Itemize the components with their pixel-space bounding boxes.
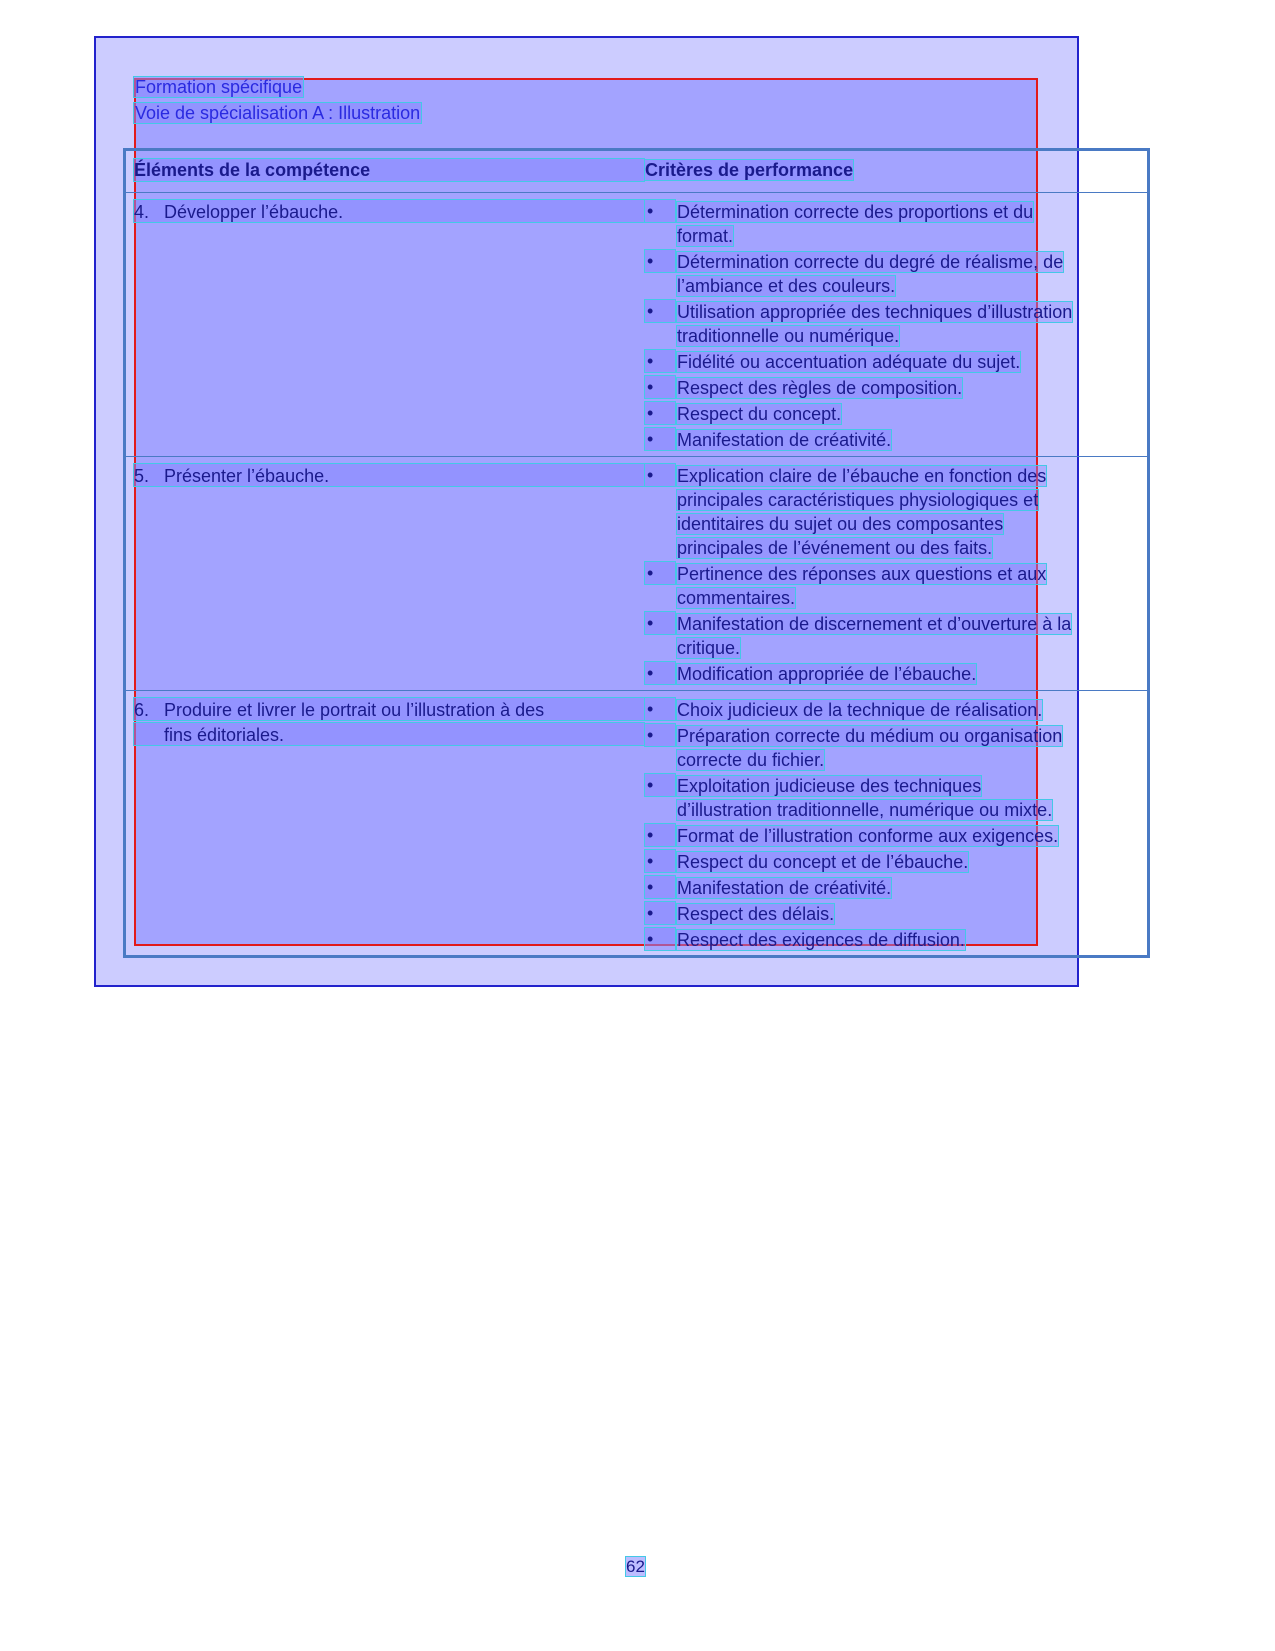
section-subheading (134, 101, 421, 125)
criterion-text-line: Manifestation de créativité. (677, 430, 892, 450)
criterion-item (645, 662, 1145, 686)
bullet-icon (645, 350, 675, 372)
element-text-line (134, 464, 644, 486)
criterion-text-line: l’ambiance et des couleurs. (677, 276, 896, 296)
element-number: 4. (134, 202, 150, 222)
criterion-item (645, 428, 1145, 452)
criterion-item (645, 774, 1145, 822)
competency-element (134, 200, 644, 225)
bullet-icon (645, 824, 675, 846)
criterion-text-line: Respect du concept. (677, 404, 842, 424)
criterion-item (645, 402, 1145, 426)
criterion-item (645, 824, 1145, 848)
element-number: 6. (134, 700, 150, 720)
criterion-item (645, 850, 1145, 874)
criterion-text-line: Respect des exigences de diffusion. (677, 930, 965, 950)
criterion-text-line: format. (677, 226, 734, 246)
criterion-text-line: Préparation correcte du médium ou organisation (677, 726, 1063, 746)
element-text-line (134, 200, 644, 222)
criterion-item (645, 928, 1145, 952)
element-number: 5. (134, 466, 150, 486)
element-label: fins éditoriales. (164, 725, 285, 745)
bullet-icon (645, 698, 675, 720)
bullet-icon (645, 200, 675, 222)
criterion-item (645, 250, 1145, 298)
criterion-text-line: Explication claire de l’ébauche en fonction des (677, 466, 1047, 486)
competency-element (134, 464, 644, 489)
criterion-item (645, 200, 1145, 248)
criterion-text-line: Utilisation appropriée des techniques d’illustration (677, 302, 1073, 322)
bullet-icon (645, 376, 675, 398)
bullet-icon (645, 902, 675, 924)
column-header-elements: Éléments de la compétence (134, 159, 644, 181)
criterion-text-line: Respect des délais. (677, 904, 835, 924)
table-header-divider (123, 192, 1150, 193)
criterion-text-line: Respect du concept et de l’ébauche. (677, 852, 969, 872)
element-label: Produire et livrer le portrait ou l’illustration à des (164, 700, 545, 720)
criterion-text-line: principales de l’événement ou des faits. (677, 538, 993, 558)
bullet-icon (645, 612, 675, 634)
criterion-item (645, 350, 1145, 374)
criterion-item (645, 300, 1145, 348)
bullet-icon (645, 562, 675, 584)
element-label: Présenter l’ébauche. (164, 466, 330, 486)
page-number (626, 1556, 645, 1578)
criterion-text-line: principales caractéristiques physiologiques et (677, 490, 1039, 510)
bullet-icon (645, 662, 675, 684)
criterion-text-line: traditionnelle ou numérique. (677, 326, 900, 346)
criterion-text-line: commentaires. (677, 588, 796, 608)
bullet-icon (645, 428, 675, 450)
column-header-criteria (645, 159, 853, 181)
bullet-icon (645, 250, 675, 272)
bullet-icon (645, 774, 675, 796)
criterion-text-line: Pertinence des réponses aux questions et aux (677, 564, 1047, 584)
performance-criteria-list (645, 698, 1145, 954)
performance-criteria-list (645, 200, 1145, 454)
criterion-item (645, 562, 1145, 610)
element-text-line (134, 723, 644, 745)
criterion-item (645, 698, 1145, 722)
criterion-text-line: Manifestation de créativité. (677, 878, 892, 898)
criterion-text-line: Modification appropriée de l’ébauche. (677, 664, 977, 684)
criterion-text-line: identitaires du sujet ou des composantes (677, 514, 1004, 534)
criterion-text-line: critique. (677, 638, 741, 658)
criterion-item (645, 612, 1145, 660)
bullet-icon (645, 300, 675, 322)
performance-criteria-list (645, 464, 1145, 688)
element-label: Développer l’ébauche. (164, 202, 344, 222)
criterion-item (645, 902, 1145, 926)
criterion-item (645, 464, 1145, 560)
criterion-text-line: Format de l’illustration conforme aux exigences. (677, 826, 1059, 846)
bullet-icon (645, 464, 675, 486)
competency-element (134, 698, 644, 748)
row-divider-1 (123, 456, 1150, 457)
criterion-item (645, 876, 1145, 900)
criterion-text-line: Détermination correcte du degré de réalisme, de (677, 252, 1064, 272)
bullet-icon (645, 876, 675, 898)
criterion-text-line: Fidélité ou accentuation adéquate du sujet. (677, 352, 1021, 372)
specialization-title: Voie de spécialisation A : Illustration (135, 103, 421, 123)
page-number-label: 62 (626, 1557, 645, 1576)
criterion-item (645, 376, 1145, 400)
criterion-item (645, 724, 1145, 772)
criterion-text-line: Manifestation de discernement et d’ouverture à la (677, 614, 1072, 634)
row-divider-2 (123, 690, 1150, 691)
criterion-text-line: Détermination correcte des proportions et du (677, 202, 1034, 222)
element-text-line (134, 698, 644, 720)
bullet-icon (645, 724, 675, 746)
criterion-text-line: Exploitation judicieuse des techniques (677, 776, 982, 796)
section-heading (134, 75, 303, 99)
criterion-text-line: d’illustration traditionnelle, numérique ou mixte. (677, 800, 1053, 820)
column-header-criteria-label: Critères de performance (645, 160, 854, 180)
bullet-icon (645, 402, 675, 424)
criterion-text-line: Choix judicieux de la technique de réalisation. (677, 700, 1043, 720)
bullet-icon (645, 928, 675, 950)
bullet-icon (645, 850, 675, 872)
section-title: Formation spécifique (135, 77, 303, 97)
criterion-text-line: Respect des règles de composition. (677, 378, 963, 398)
criterion-text-line: correcte du fichier. (677, 750, 825, 770)
